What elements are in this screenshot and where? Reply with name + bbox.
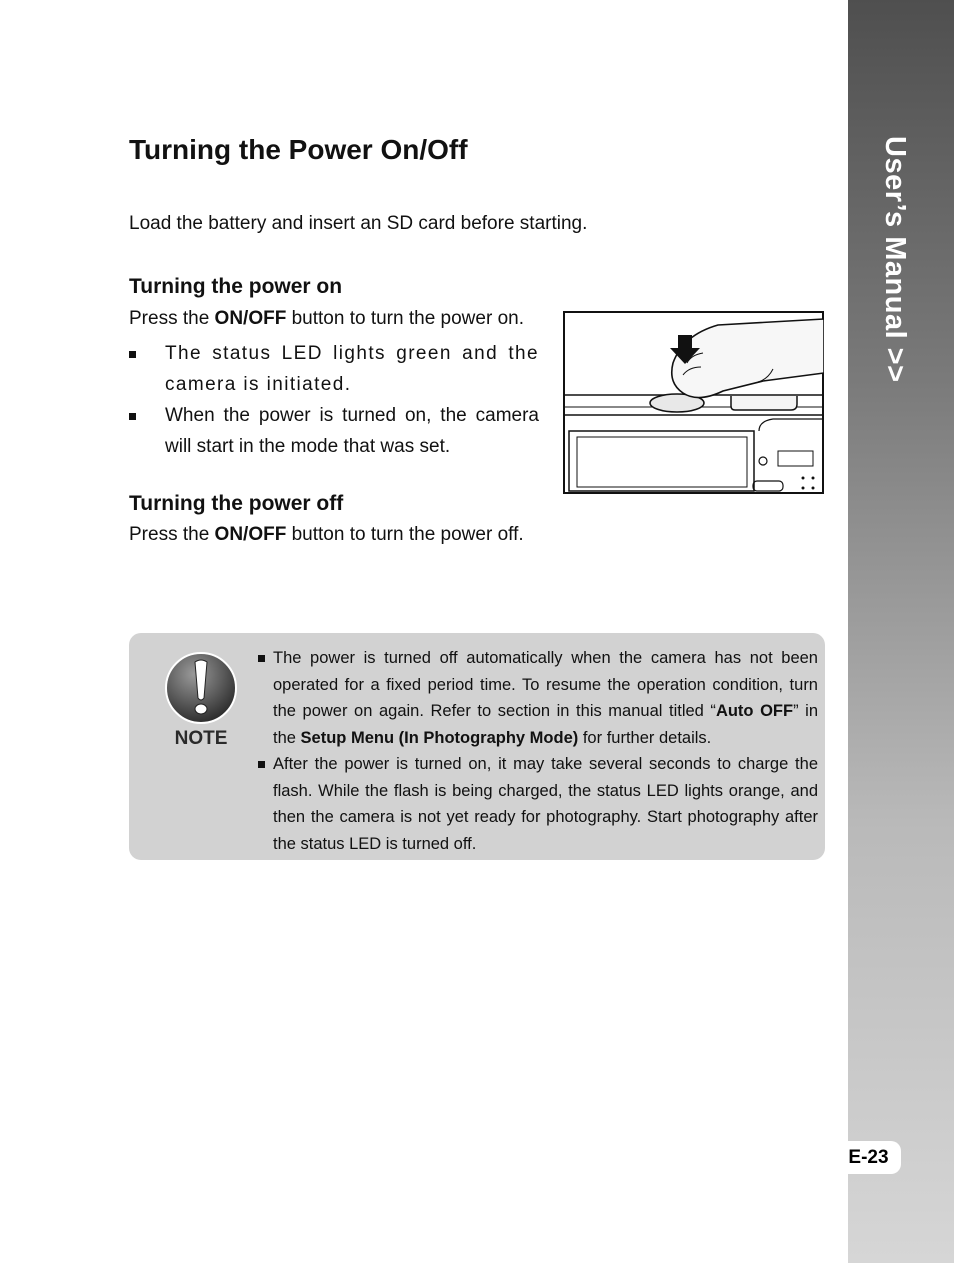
- power-button-illustration: [563, 311, 824, 494]
- on-off-label: ON/OFF: [214, 524, 287, 545]
- page-title: Turning the Power On/Off: [129, 134, 468, 165]
- page-number: E-23: [836, 1141, 901, 1174]
- power-off-heading: Turning the power off: [129, 492, 344, 515]
- list-item: When the power is turned on, the camera will start in the mode that was set.: [129, 400, 539, 462]
- note-list: [257, 645, 818, 857]
- intro-text: Load the battery and insert an SD card before starting.: [129, 213, 588, 234]
- power-on-bullets: [129, 338, 539, 462]
- power-off-instruction: Press the ON/OFF button to turn the power off.: [129, 524, 524, 545]
- list-item: After the power is turned on, it may take several seconds to charge the flash. While the flash is being charged, the status LED lights orange, and then the camera is not yet ready for photography. Start photography after the status LED is turned off.: [257, 751, 818, 857]
- list-item: The power is turned off automatically when the camera has not been operated for a fixed period time. To resume the operation condition, turn the power on again. Refer to section in this manual titled “Auto OFF” in the Setup Menu (In Photography Mode) for further details.: [257, 645, 818, 751]
- power-on-heading: Turning the power on: [129, 275, 343, 298]
- note-warning-icon: [162, 652, 240, 750]
- manual-title: User’s Manual >>: [879, 136, 911, 383]
- power-on-instruction: Press the ON/OFF button to turn the power on.: [129, 308, 524, 329]
- note-icon-label: NOTE: [174, 728, 228, 749]
- on-off-label: ON/OFF: [214, 308, 287, 329]
- list-item: The status LED lights green and the camera is initiated.: [129, 338, 539, 400]
